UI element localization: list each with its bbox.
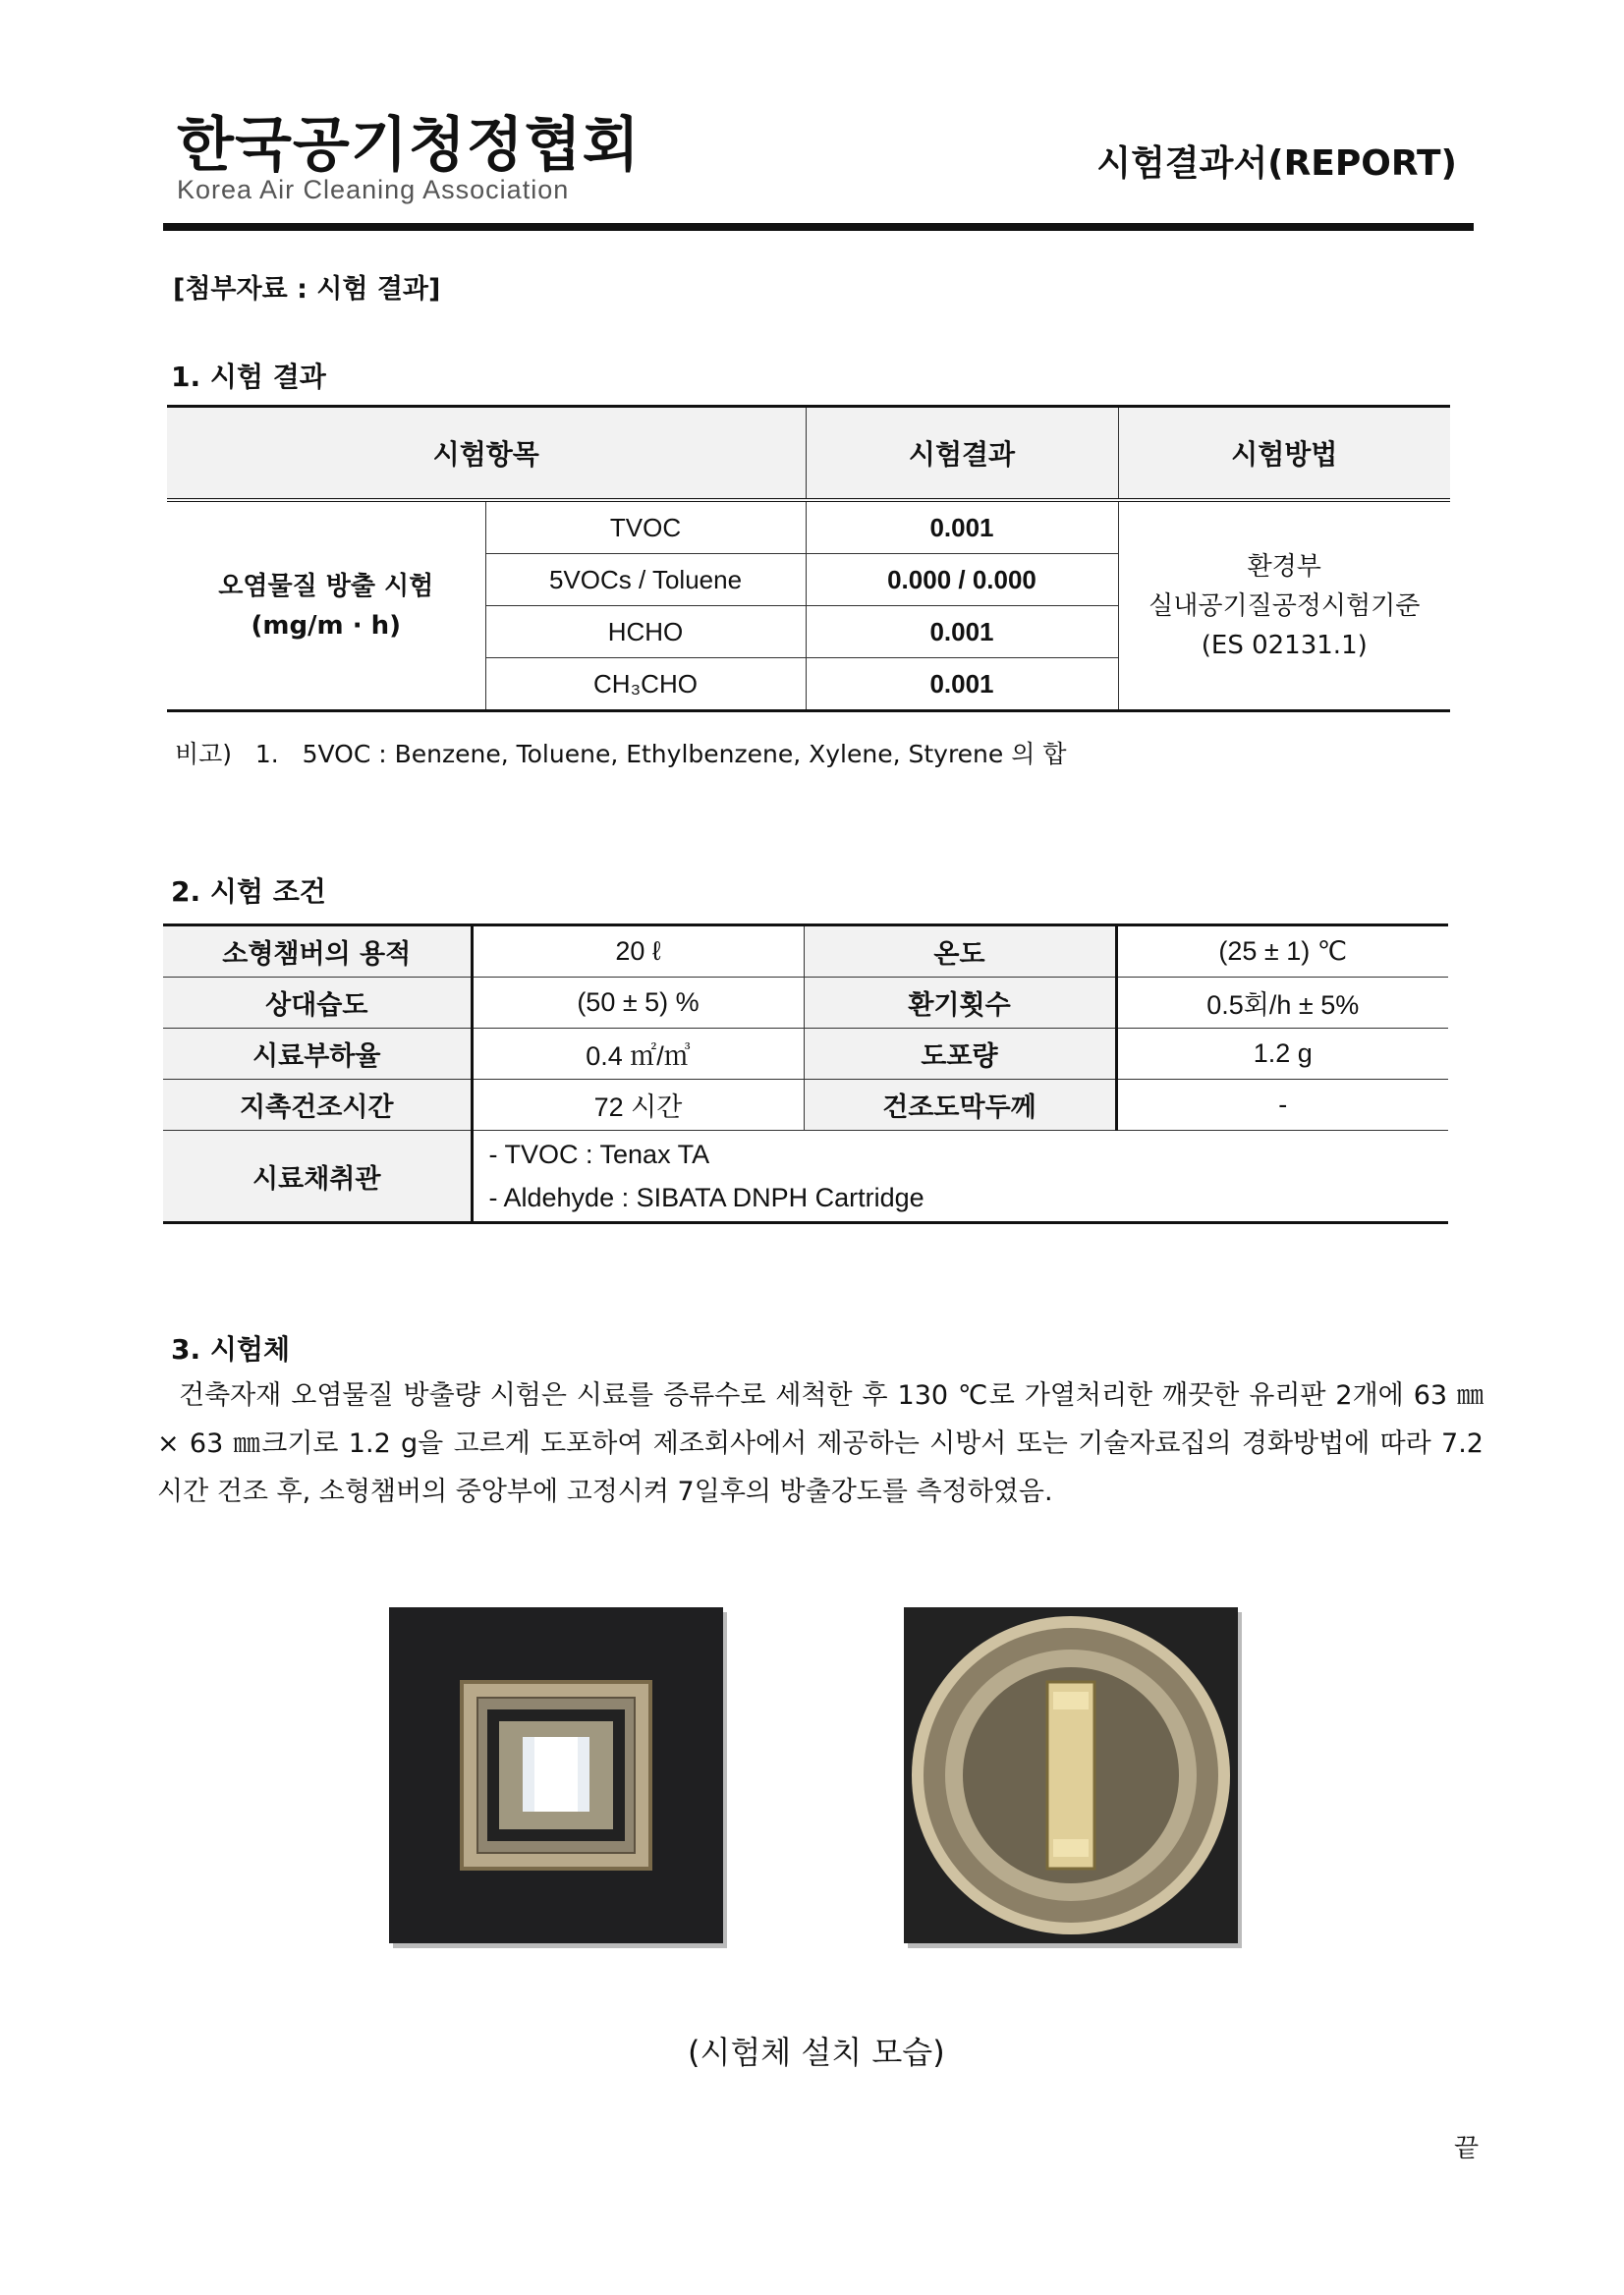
- column-header: 시험항목: [167, 407, 806, 501]
- table-row: [163, 1080, 1448, 1131]
- sampling-line: - Aldehyde : SIBATA DNPH Cartridge: [488, 1183, 924, 1212]
- condition-value: 20 ℓ: [472, 925, 804, 978]
- section2-title: 2. 시험 조건: [171, 875, 326, 908]
- item-cell: 5VOCs / Toluene: [485, 554, 806, 606]
- chamber-image: [904, 1607, 1238, 1943]
- specimen-photo-plate: [389, 1607, 723, 1943]
- sampling-line: - TVOC : Tenax TA: [488, 1140, 710, 1169]
- sampling-cell: [472, 1131, 1448, 1223]
- category-label: 오염물질 방출 시험: [218, 571, 434, 601]
- method-line: 환경부: [1247, 551, 1321, 582]
- end-mark: 끝: [1454, 2134, 1480, 2163]
- category-cell: [167, 500, 485, 711]
- condition-label: 온도: [804, 925, 1116, 978]
- test-results-table: [167, 405, 1450, 712]
- section3-title: 3. 시험체: [171, 1333, 291, 1366]
- photo-caption: (시험체 설치 모습): [688, 2034, 945, 2071]
- test-conditions-table: [163, 924, 1448, 1224]
- condition-label: 도포량: [804, 1029, 1116, 1080]
- table-row: [163, 1029, 1448, 1080]
- column-header: 시험결과: [806, 407, 1118, 501]
- result-cell: 0.001: [806, 606, 1118, 658]
- specimen-photo-chamber: [904, 1607, 1238, 1943]
- category-unit: (mg/m · h): [251, 610, 402, 641]
- result-cell: 0.000 / 0.000: [806, 554, 1118, 606]
- condition-label: 지촉건조시간: [163, 1080, 472, 1131]
- org-korean-name: 한국공기청정협회: [177, 111, 641, 180]
- column-header: 시험방법: [1118, 407, 1450, 501]
- table-note: 비고) 1. 5VOC : Benzene, Toluene, Ethylbenzene, Xylene, Styrene 의 합: [175, 740, 1067, 768]
- item-cell: CH₃CHO: [485, 658, 806, 711]
- method-cell: [1118, 500, 1450, 711]
- result-cell: 0.001: [806, 658, 1118, 711]
- table-row: [163, 1131, 1448, 1223]
- item-cell: TVOC: [485, 500, 806, 554]
- org-english-name: Korea Air Cleaning Association: [177, 175, 570, 204]
- attachment-title: [첨부자료 : 시험 결과]: [173, 274, 441, 305]
- table-header-row: [167, 407, 1450, 501]
- condition-value: -: [1116, 1080, 1448, 1131]
- condition-value: 0.4 ㎡/㎥: [472, 1029, 804, 1080]
- specimen-description: [157, 1371, 1484, 1516]
- condition-value: 1.2 g: [1116, 1029, 1448, 1080]
- condition-label: 시료채취관: [163, 1131, 472, 1223]
- header-divider: [163, 223, 1474, 231]
- table-row: [163, 978, 1448, 1029]
- result-cell: 0.001: [806, 500, 1118, 554]
- table-row: [163, 925, 1448, 978]
- glass-plate-image: [389, 1607, 723, 1943]
- report-title: 시험결과서(REPORT): [1096, 143, 1457, 184]
- condition-value: 0.5회/h ± 5%: [1116, 978, 1448, 1029]
- condition-label: 시료부하율: [163, 1029, 472, 1080]
- condition-label: 소형챔버의 용적: [163, 925, 472, 978]
- condition-label: 상대습도: [163, 978, 472, 1029]
- condition-label: 환기횟수: [804, 978, 1116, 1029]
- item-cell: HCHO: [485, 606, 806, 658]
- condition-value: (50 ± 5) %: [472, 978, 804, 1029]
- table-row: [167, 500, 1450, 554]
- condition-value: (25 ± 1) ℃: [1116, 925, 1448, 978]
- method-line: 실내공기질공정시험기준: [1148, 590, 1421, 621]
- description-text: 건축자재 오염물질 방출량 시험은 시료를 증류수로 세척한 후 130 ℃로 가열처리한 깨끗한 유리판 2개에 63 ㎜ × 63 ㎜크기로 1.2 g을 고르게 도포하여 제조회사에서 제공하는 시방서 또는 기술자료집의 경화방법에 따라 7.2 시간 건조 후, 소형챔버의 중앙부에 고정시켜 7일후의 방출강도를 측정하였음.: [157, 1380, 1484, 1507]
- condition-value: 72 시간: [472, 1080, 804, 1131]
- method-line: (ES 02131.1): [1201, 630, 1368, 660]
- condition-label: 건조도막두께: [804, 1080, 1116, 1131]
- section1-title: 1. 시험 결과: [171, 361, 326, 393]
